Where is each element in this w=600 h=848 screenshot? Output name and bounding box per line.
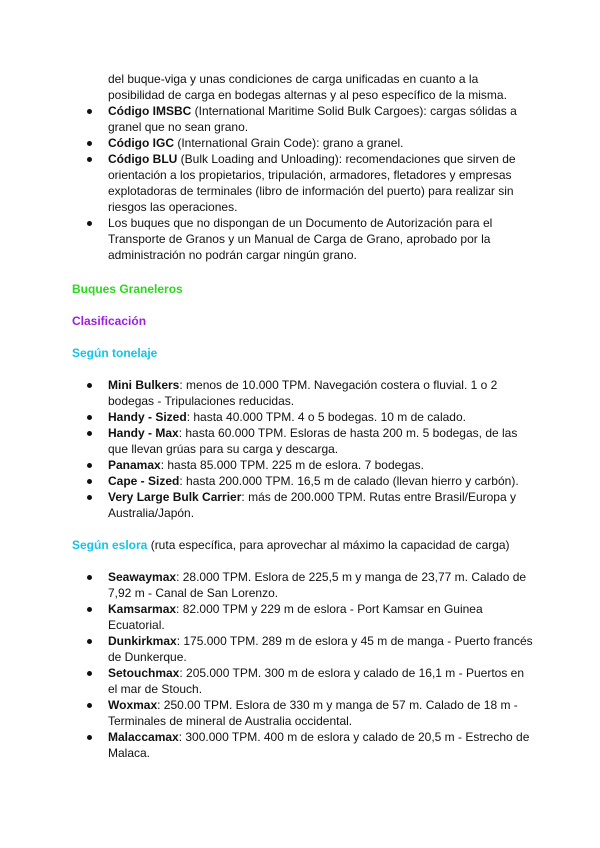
bullet-icon xyxy=(87,671,92,676)
bullet-icon xyxy=(87,575,92,580)
bullet-icon xyxy=(87,703,92,708)
item-term: Woxmax xyxy=(108,698,158,712)
list-item xyxy=(84,601,536,633)
bullet-icon xyxy=(87,479,92,484)
list-item xyxy=(84,103,536,135)
list-item xyxy=(84,489,536,521)
heading-clasificacion: Clasificación xyxy=(72,314,147,328)
list-item xyxy=(84,569,536,601)
list-item xyxy=(84,473,536,489)
tonnage-list xyxy=(84,377,536,521)
item-term: Mini Bulkers xyxy=(108,378,180,392)
bullet-icon xyxy=(87,463,92,468)
item-text: : 82.000 TPM y 229 m de eslora - Port Kamsar en Guinea Ecuatorial. xyxy=(108,602,483,632)
item-text: : hasta 85.000 TPM. 225 m de eslora. 7 bodegas. xyxy=(160,458,424,472)
item-text: : 250.00 TPM. Eslora de 330 m y manga de 57 m. Calado de 18 m - Terminales de mineral de Australia occidental. xyxy=(108,698,518,728)
item-text: : más de 200.000 TPM. Rutas entre Brasil/Europa y Australia/Japón. xyxy=(108,490,516,520)
item-text: : 175.000 TPM. 289 m de eslora y 45 m de manga - Puerto francés de Dunkerque. xyxy=(108,634,533,664)
bullet-icon xyxy=(87,157,92,162)
item-text: : 28.000 TPM. Eslora de 225,5 m y manga de 23,77 m. Calado de 7,92 m - Canal de San Lorenzo. xyxy=(108,570,527,600)
bullet-icon xyxy=(87,607,92,612)
item-text: (Bulk Loading and Unloading): recomendaciones que sirven de orientación a los propietarios, tripulación, armadores, fletadores y empresas explotadoras de terminales (libro de información del puerto) para realizar sin riesgos las operaciones. xyxy=(108,152,516,214)
item-term: Panamax xyxy=(108,458,161,472)
item-text: : 300.000 TPM. 400 m de eslora y calado de 20,5 m - Estrecho de Malaca. xyxy=(108,730,530,760)
item-term: Código BLU xyxy=(108,152,178,166)
item-text: Los buques que no dispongan de un Documento de Autorización para el Transporte de Granos y un Manual de Carga de Grano, aprobado por la administración no podrán cargar ningún grano. xyxy=(108,216,493,262)
bullet-icon xyxy=(87,221,92,226)
intro-continuation xyxy=(108,71,548,103)
list-item xyxy=(84,135,536,151)
intro-line-2: posibilidad de carga en bodegas alternas y al peso específico de la misma. xyxy=(108,88,507,102)
item-term: Very Large Bulk Carrier xyxy=(108,490,242,504)
length-list xyxy=(84,569,536,761)
list-item xyxy=(84,215,536,263)
bullet-icon xyxy=(87,431,92,436)
item-text: : menos de 10.000 TPM. Navegación costera o fluvial. 1 o 2 bodegas - Tripulaciones reducidas. xyxy=(108,378,498,408)
item-text: : hasta 40.000 TPM. 4 o 5 bodegas. 10 m de calado. xyxy=(186,410,466,424)
item-text: : 205.000 TPM. 300 m de eslora y calado de 16,1 m - Puertos en el mar de Stouch. xyxy=(108,666,525,696)
bullet-icon xyxy=(87,141,92,146)
item-text: (International Grain Code): grano a granel. xyxy=(174,136,404,150)
list-item xyxy=(84,457,536,473)
item-term: Dunkirkmax xyxy=(108,634,177,648)
list-item xyxy=(84,633,536,665)
item-term: Handy - Sized xyxy=(108,410,187,424)
list-item xyxy=(84,425,536,457)
item-term: Handy - Max xyxy=(108,426,179,440)
item-text: (International Maritime Solid Bulk Cargoes): cargas sólidas a granel que no sean grano. xyxy=(108,104,517,134)
list-item xyxy=(84,151,536,215)
heading-segun-eslora: Según eslora xyxy=(72,538,148,552)
list-item xyxy=(84,729,536,761)
item-text: : hasta 200.000 TPM. 16,5 m de calado (llevan hierro y carbón). xyxy=(179,474,519,488)
regulations-list xyxy=(84,103,536,263)
list-item xyxy=(84,377,536,409)
bullet-icon xyxy=(87,639,92,644)
list-item xyxy=(84,697,536,729)
bullet-icon xyxy=(87,415,92,420)
heading-segun-tonelaje: Según tonelaje xyxy=(72,346,158,360)
item-term: Código IGC xyxy=(108,136,174,150)
bullet-icon xyxy=(87,109,92,114)
intro-line-1: del buque-viga y unas condiciones de carga unificadas en cuanto a la xyxy=(108,72,479,86)
item-text: : hasta 60.000 TPM. Esloras de hasta 200 m. 5 bodegas, de las que llevan grúas para su carga y descarga. xyxy=(108,426,518,456)
item-term: Cape - Sized xyxy=(108,474,180,488)
heading-buques-graneleros: Buques Graneleros xyxy=(72,282,183,296)
item-term: Setouchmax xyxy=(108,666,180,680)
heading-eslora-note: (ruta específica, para aprovechar al máximo la capacidad de carga) xyxy=(147,538,510,552)
list-item xyxy=(84,665,536,697)
heading-segun-eslora-line xyxy=(72,537,542,553)
bullet-icon xyxy=(87,383,92,388)
item-term: Código IMSBC xyxy=(108,104,192,118)
item-term: Malaccamax xyxy=(108,730,179,744)
item-term: Seawaymax xyxy=(108,570,177,584)
item-term: Kamsarmax xyxy=(108,602,177,616)
list-item xyxy=(84,409,536,425)
bullet-icon xyxy=(87,735,92,740)
bullet-icon xyxy=(87,495,92,500)
